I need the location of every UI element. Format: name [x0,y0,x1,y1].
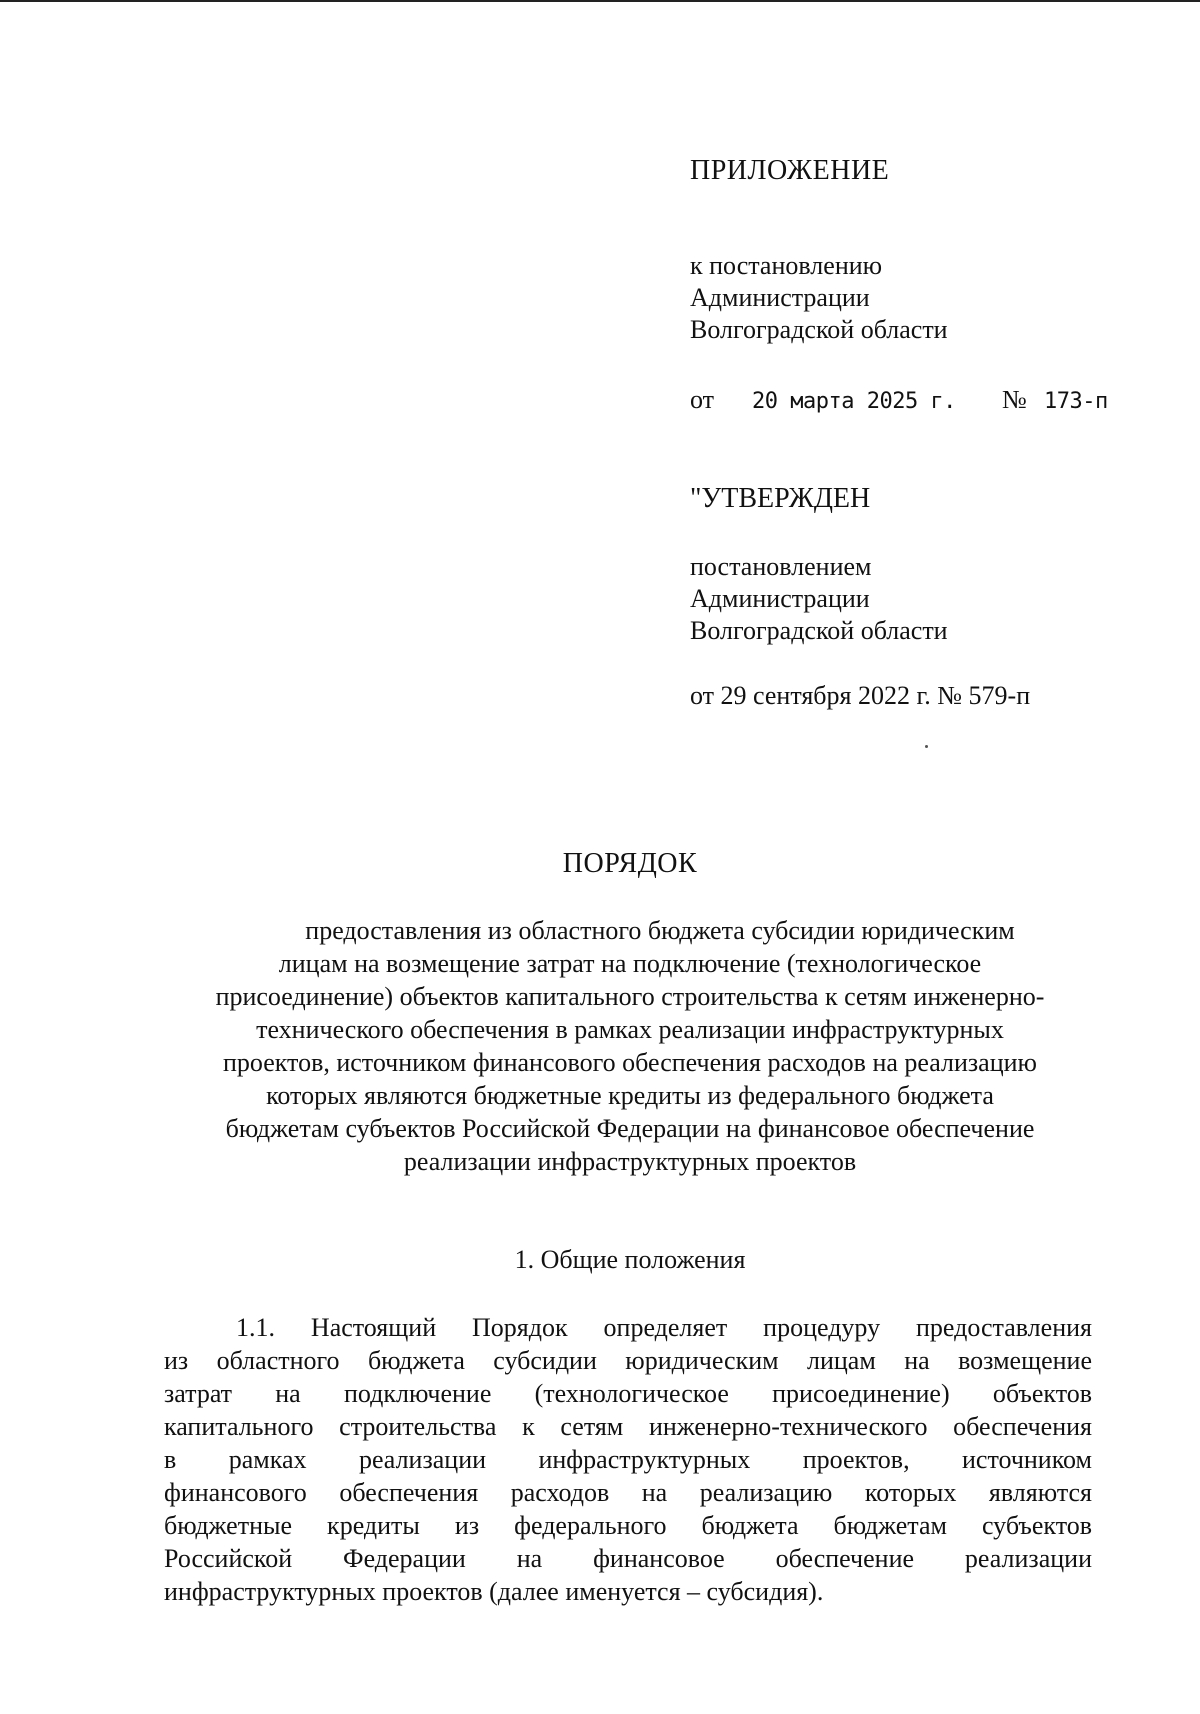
approved-label: "УТВЕРЖДЕН [690,483,871,514]
approved-date: от 29 сентября 2022 г. № 579-п [690,681,1031,710]
paragraph-line: финансового обеспечения расходов на реализацию которых являются [164,1478,1092,1507]
document-title: ПОРЯДОК [562,848,698,879]
subtitle-line: реализации инфраструктурных проектов [403,1147,857,1176]
resolution-date: 20 марта 2025 г. [752,389,956,414]
subtitle-line: проектов, источником финансового обеспечения расходов на реализацию [223,1048,1037,1077]
subtitle-line: лицам на возмещение затрат на подключение (технологическое [278,949,982,978]
subtitle-line: бюджетам субъектов Российской Федерации на финансовое обеспечение [225,1114,1035,1143]
paragraph-line: 1.1. Настоящий Порядок определяет процедуру предоставления [236,1313,1092,1342]
to-resolution-block [690,250,948,346]
paragraph-1-1 [164,1311,1092,1608]
paragraph-line: инфраструктурных проектов (далее именуется – субсидия). [164,1577,824,1606]
paragraph-line: Российской Федерации на финансовое обеспечение реализации [164,1544,1092,1573]
appendix-title: ПРИЛОЖЕНИЕ [690,155,890,186]
paragraph-line: затрат на подключение (технологическое присоединение) объектов [164,1379,1092,1408]
approved-by-line: Волгоградской области [690,616,948,645]
to-resolution-line: Администрации [690,283,870,312]
subtitle-line: технического обеспечения в рамках реализации инфраструктурных [256,1015,1004,1044]
approved-by-line: постановлением [690,552,872,581]
document-subtitle [160,914,1100,1178]
subtitle-line: которых являются бюджетные кредиты из федерального бюджета [266,1081,994,1110]
paragraph-line: в рамках реализации инфраструктурных проектов, источником [164,1445,1092,1474]
top-border-line [0,0,1200,2]
approved-by-block [690,551,948,647]
number-prefix: № [1002,385,1027,414]
paragraph-line: капитального строительства к сетям инженерно-технического обеспечения [164,1412,1092,1441]
paragraph-line: бюджетные кредиты из федерального бюджета бюджетам субъектов [164,1511,1092,1540]
to-resolution-line: к постановлению [690,251,883,280]
section-title: 1. Общие положения [514,1245,746,1274]
subtitle-line: присоединение) объектов капитального строительства к сетям инженерно- [215,982,1045,1011]
to-resolution-line: Волгоградской области [690,315,948,344]
from-prefix: от [690,385,715,414]
approved-by-line: Администрации [690,584,870,613]
scan-dot [925,745,928,748]
subtitle-line: предоставления из областного бюджета субсидии юридическим [305,916,1015,945]
paragraph-line: из областного бюджета субсидии юридическим лицам на возмещение [164,1346,1092,1375]
resolution-number: 173-п [1044,389,1108,414]
